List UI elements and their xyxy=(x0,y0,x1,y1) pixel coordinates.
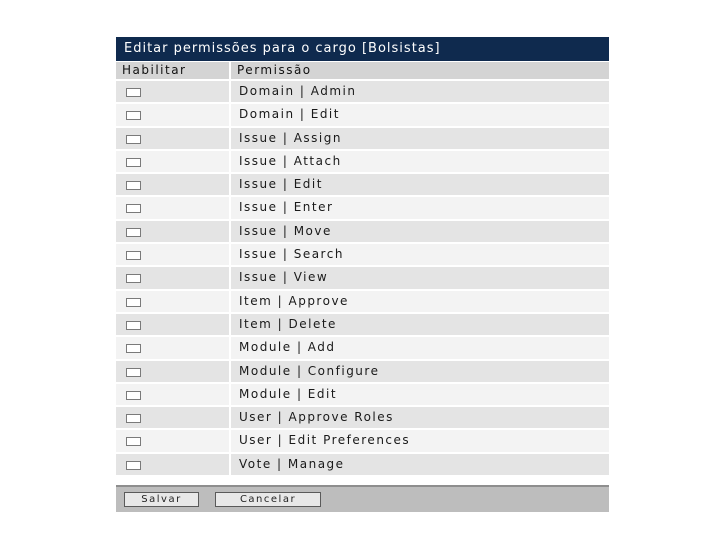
enable-cell xyxy=(116,361,229,382)
table-row xyxy=(116,406,609,429)
permission-label: Issue | Edit xyxy=(231,174,609,195)
enable-cell xyxy=(116,174,229,195)
enable-checkbox[interactable] xyxy=(126,368,141,377)
permission-label: Module | Configure xyxy=(231,361,609,382)
table-row xyxy=(116,383,609,406)
enable-cell xyxy=(116,267,229,288)
column-header-enable: Habilitar xyxy=(116,62,229,79)
permission-label: Module | Add xyxy=(231,337,609,358)
permission-label: Issue | Assign xyxy=(231,128,609,149)
permission-label: User | Approve Roles xyxy=(231,407,609,428)
enable-cell xyxy=(116,407,229,428)
enable-checkbox[interactable] xyxy=(126,391,141,400)
table-row xyxy=(116,80,609,103)
permission-label: Item | Approve xyxy=(231,291,609,312)
enable-checkbox[interactable] xyxy=(126,158,141,167)
permission-label: Issue | View xyxy=(231,267,609,288)
enable-cell xyxy=(116,197,229,218)
table-row xyxy=(116,173,609,196)
permission-label: Issue | Enter xyxy=(231,197,609,218)
enable-checkbox[interactable] xyxy=(126,228,141,237)
enable-checkbox[interactable] xyxy=(126,298,141,307)
permission-label: Module | Edit xyxy=(231,384,609,405)
permission-label: Item | Delete xyxy=(231,314,609,335)
permission-label: Issue | Move xyxy=(231,221,609,242)
table-row xyxy=(116,453,609,476)
enable-cell xyxy=(116,384,229,405)
enable-cell xyxy=(116,314,229,335)
table-row xyxy=(116,150,609,173)
table-row xyxy=(116,336,609,359)
enable-checkbox[interactable] xyxy=(126,344,141,353)
table-row xyxy=(116,103,609,126)
permission-label: Issue | Search xyxy=(231,244,609,265)
table-row xyxy=(116,360,609,383)
table-row xyxy=(116,290,609,313)
table-row xyxy=(116,266,609,289)
enable-cell xyxy=(116,221,229,242)
enable-checkbox[interactable] xyxy=(126,135,141,144)
enable-checkbox[interactable] xyxy=(126,111,141,120)
enable-cell xyxy=(116,244,229,265)
enable-checkbox[interactable] xyxy=(126,414,141,423)
permission-label: User | Edit Preferences xyxy=(231,430,609,451)
enable-cell xyxy=(116,430,229,451)
enable-checkbox[interactable] xyxy=(126,274,141,283)
enable-checkbox[interactable] xyxy=(126,251,141,260)
enable-cell xyxy=(116,128,229,149)
edit-permissions-panel xyxy=(116,37,609,512)
enable-cell xyxy=(116,81,229,102)
enable-checkbox[interactable] xyxy=(126,437,141,446)
table-row xyxy=(116,313,609,336)
permission-label: Domain | Edit xyxy=(231,104,609,125)
enable-checkbox[interactable] xyxy=(126,321,141,330)
column-header-permission: Permissão xyxy=(231,62,609,79)
enable-checkbox[interactable] xyxy=(126,181,141,190)
enable-checkbox[interactable] xyxy=(126,88,141,97)
permission-label: Vote | Manage xyxy=(231,454,609,475)
enable-cell xyxy=(116,104,229,125)
table-row xyxy=(116,196,609,219)
enable-checkbox[interactable] xyxy=(126,204,141,213)
enable-cell xyxy=(116,291,229,312)
enable-cell xyxy=(116,151,229,172)
permission-label: Issue | Attach xyxy=(231,151,609,172)
form-footer xyxy=(116,485,609,512)
cancel-button[interactable]: Cancelar xyxy=(215,492,321,507)
table-row xyxy=(116,220,609,243)
permissions-table-body xyxy=(116,80,609,476)
table-row xyxy=(116,127,609,150)
permission-label: Domain | Admin xyxy=(231,81,609,102)
table-row xyxy=(116,243,609,266)
table-row xyxy=(116,429,609,452)
table-header xyxy=(116,61,609,80)
enable-checkbox[interactable] xyxy=(126,461,141,470)
panel-title: Editar permissões para o cargo [Bolsistas] xyxy=(116,37,609,61)
save-button[interactable]: Salvar xyxy=(124,492,199,507)
enable-cell xyxy=(116,454,229,475)
enable-cell xyxy=(116,337,229,358)
